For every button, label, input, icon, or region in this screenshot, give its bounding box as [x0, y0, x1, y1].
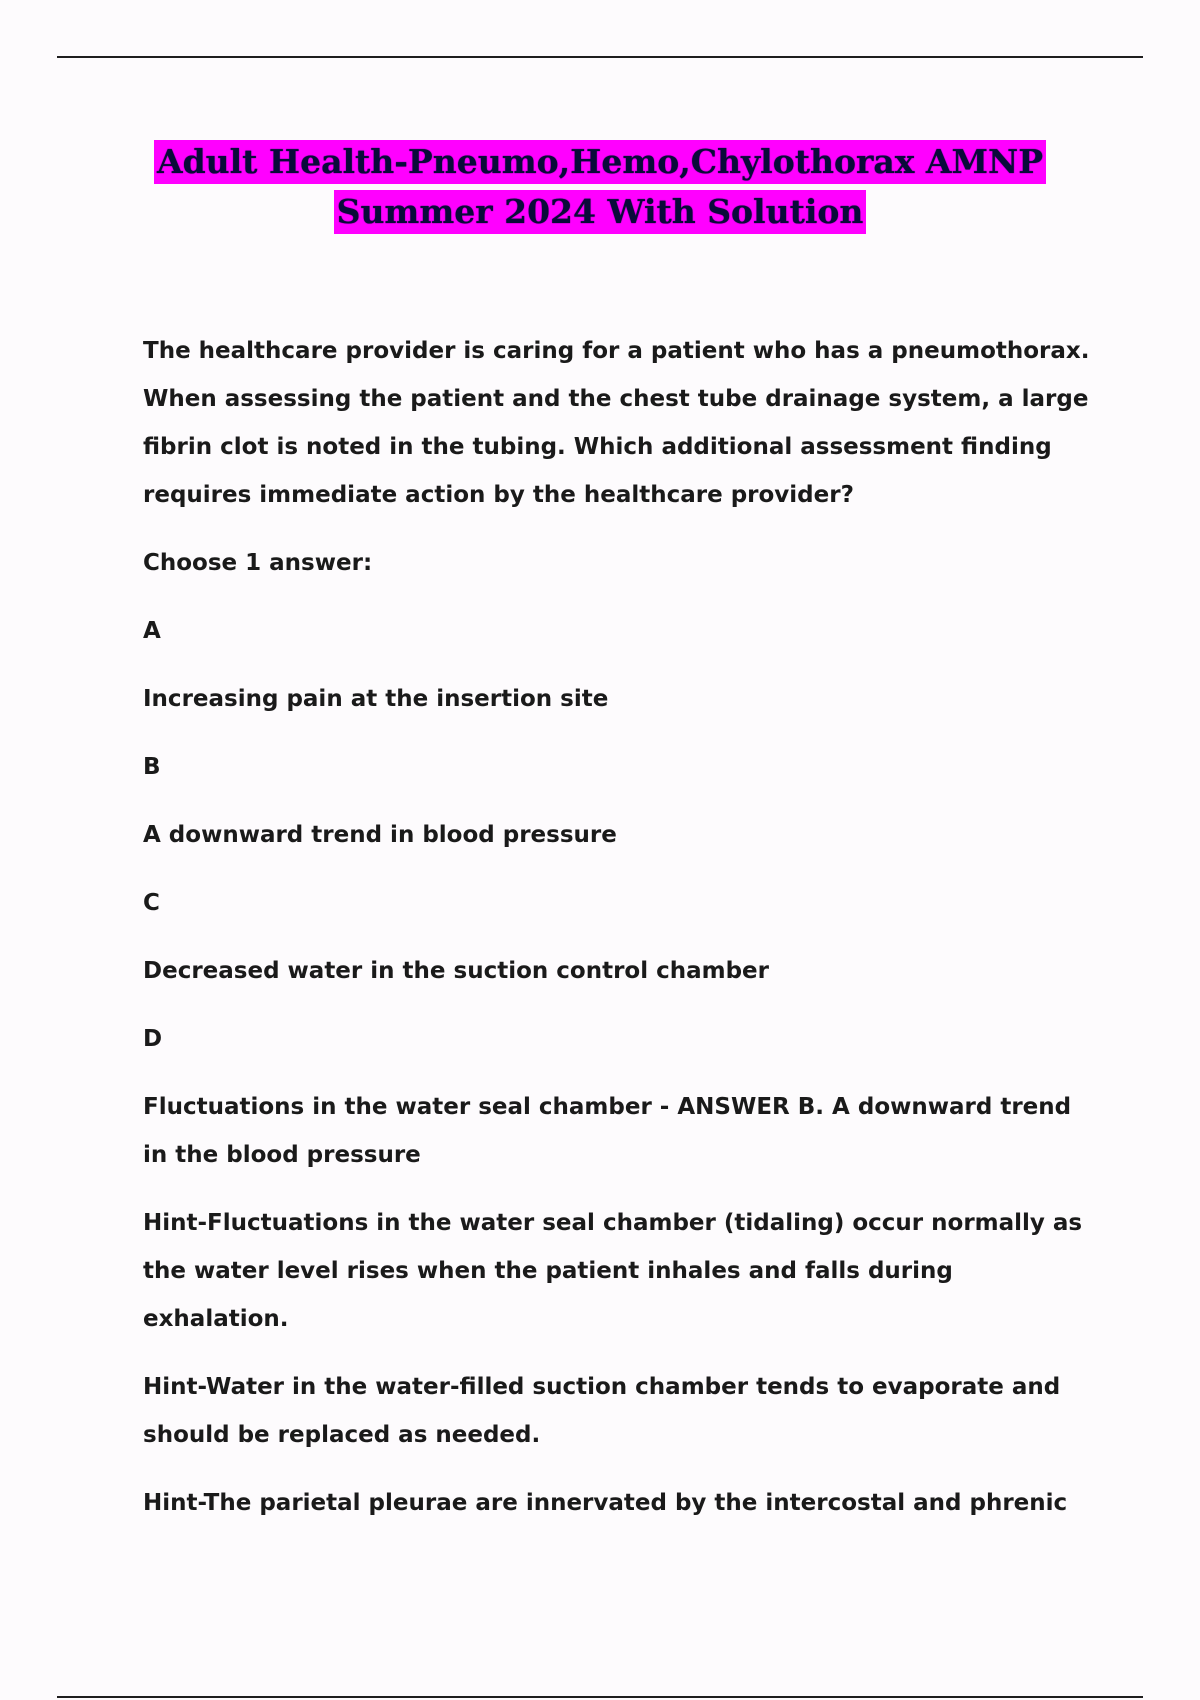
title-line-2: Summer 2024 With Solution: [334, 190, 867, 234]
option-d-text-with-answer: Fluctuations in the water seal chamber - ANSWER B. A downward trend in the blood pressure: [143, 1094, 1072, 1168]
hint-1: Hint-Fluctuations in the water seal chamber (tidaling) occur normally as the water level rises when the patient inhales and falls during exhalation.: [143, 1210, 1083, 1332]
option-a-text: Increasing pain at the insertion site: [143, 686, 609, 712]
hint-2: Hint-Water in the water-filled suction chamber tends to evaporate and should be replaced as needed.: [143, 1374, 1061, 1448]
title-line-1: Adult Health-Pneumo,Hemo,Chylothorax AMNP: [154, 140, 1046, 184]
option-b-letter: B: [143, 754, 161, 780]
answer-instruction: Choose 1 answer:: [143, 550, 373, 576]
top-rule: [57, 56, 1143, 58]
document-title: [0, 140, 1200, 240]
question-body: [143, 327, 1103, 1547]
option-d-letter: D: [143, 1026, 163, 1052]
option-c-letter: C: [143, 890, 160, 916]
question-stem: The healthcare provider is caring for a patient who has a pneumothorax. When assessing the patient and the chest tube drainage system, a large fibrin clot is noted in the tubing. Which additional assessment finding requires immediate action by the healthcare provider?: [143, 338, 1090, 508]
option-a-letter: A: [143, 618, 161, 644]
bottom-rule: [57, 1696, 1143, 1698]
hint-3: Hint-The parietal pleurae are innervated by the intercostal and phrenic: [143, 1490, 1068, 1516]
option-c-text: Decreased water in the suction control chamber: [143, 958, 769, 984]
option-b-text: A downward trend in blood pressure: [143, 822, 617, 848]
